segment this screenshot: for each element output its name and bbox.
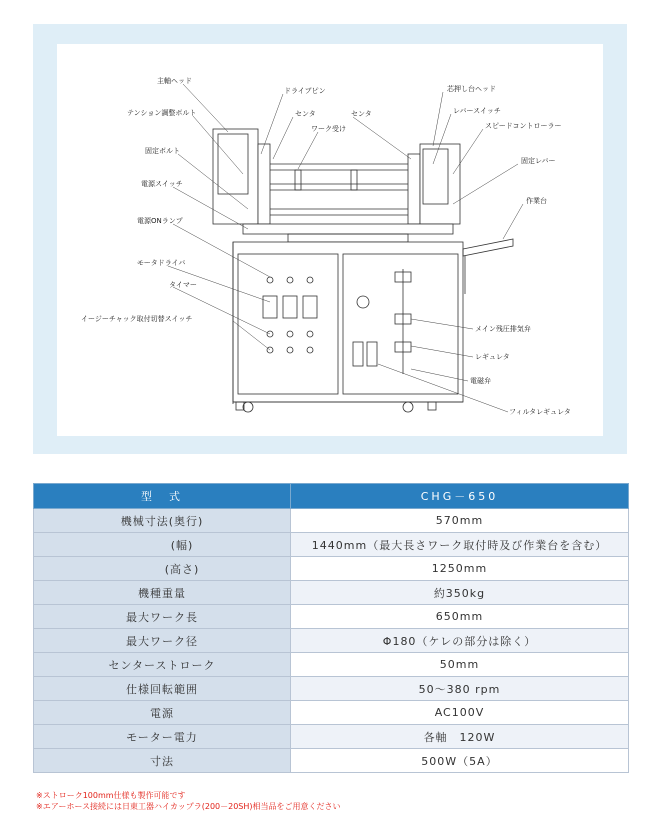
- label-power-switch: 電源スイッチ: [141, 180, 183, 188]
- spec-value: 約350kg: [291, 581, 629, 605]
- spec-value: 500W（5A）: [291, 749, 629, 773]
- label-center-left: センタ: [295, 110, 316, 118]
- table-row: [34, 653, 629, 677]
- spec-value: Φ180（ケレの部分は除く）: [291, 629, 629, 653]
- spec-value: 50mm: [291, 653, 629, 677]
- label-main-head: 主軸ヘッド: [157, 77, 192, 85]
- spec-header-key: 型 式: [34, 484, 291, 509]
- table-row: [34, 509, 629, 533]
- spec-value: 1250mm: [291, 557, 629, 581]
- spec-key: 機種重量: [34, 581, 291, 605]
- spec-key: モーター電力: [34, 725, 291, 749]
- footnote: ※ストローク100mm仕様も製作可能です: [36, 791, 186, 800]
- label-tension-bolt: テンション調整ボルト: [127, 109, 197, 117]
- spec-value: AC100V: [291, 701, 629, 725]
- spec-key: 電源: [34, 701, 291, 725]
- table-row: [34, 605, 629, 629]
- table-row: [34, 725, 629, 749]
- spec-key: (高さ): [34, 557, 291, 581]
- table-row: [34, 629, 629, 653]
- label-timer: タイマー: [169, 281, 197, 289]
- table-row: [34, 533, 629, 557]
- label-fix-lever: 固定レバー: [521, 157, 556, 165]
- label-work-table: 作業台: [526, 197, 547, 205]
- spec-key: 最大ワーク長: [34, 605, 291, 629]
- label-center-right: センタ: [351, 110, 372, 118]
- spec-table: [33, 483, 629, 773]
- label-work-holder: ワーク受け: [311, 125, 346, 133]
- spec-key: (幅): [34, 533, 291, 557]
- spec-value: 各軸 120W: [291, 725, 629, 749]
- label-filter-regulator: フィルタレギュレタ: [509, 408, 571, 416]
- spec-value: 50～380 rpm: [291, 677, 629, 701]
- label-drive-pin: ドライブピン: [284, 87, 326, 95]
- spec-value: 570mm: [291, 509, 629, 533]
- label-fix-bolt: 固定ボルト: [145, 147, 180, 155]
- table-row: [34, 581, 629, 605]
- spec-key: 機械寸法(奥行): [34, 509, 291, 533]
- spec-key: 仕様回転範囲: [34, 677, 291, 701]
- table-row: [34, 557, 629, 581]
- spec-key: センターストローク: [34, 653, 291, 677]
- spec-key: 寸法: [34, 749, 291, 773]
- label-motor-driver: モータドライバ: [137, 259, 186, 267]
- table-row: [34, 701, 629, 725]
- label-regulator: レギュレタ: [475, 353, 510, 361]
- spec-value: 650mm: [291, 605, 629, 629]
- spec-value: 1440mm（最大長さワーク取付時及び作業台を含む）: [291, 533, 629, 557]
- footnotes: [36, 790, 341, 812]
- spec-header-row: [34, 484, 629, 509]
- label-lever-switch: レバースイッチ: [453, 107, 501, 115]
- label-tail-head: 芯押し台ヘッド: [447, 85, 496, 93]
- footnote: ※エアーホース接続には日東工器ハイカップラ(200－20SH)相当品をご用意ください: [36, 802, 341, 811]
- table-row: [34, 749, 629, 773]
- machine-diagram: [33, 24, 627, 454]
- table-row: [34, 677, 629, 701]
- machine-diagram-panel: [33, 24, 627, 454]
- label-power-lamp: 電源ONランプ: [137, 217, 183, 225]
- spec-header-value: CHG－650: [291, 484, 629, 509]
- label-solenoid-valve: 電磁弁: [470, 377, 491, 385]
- label-speed-controller: スピードコントローラー: [485, 122, 562, 130]
- label-easy-chuck: イージーチャック取付切替スイッチ: [81, 315, 193, 323]
- spec-key: 最大ワーク径: [34, 629, 291, 653]
- label-main-exhaust-valve: メイン残圧排気弁: [475, 325, 531, 333]
